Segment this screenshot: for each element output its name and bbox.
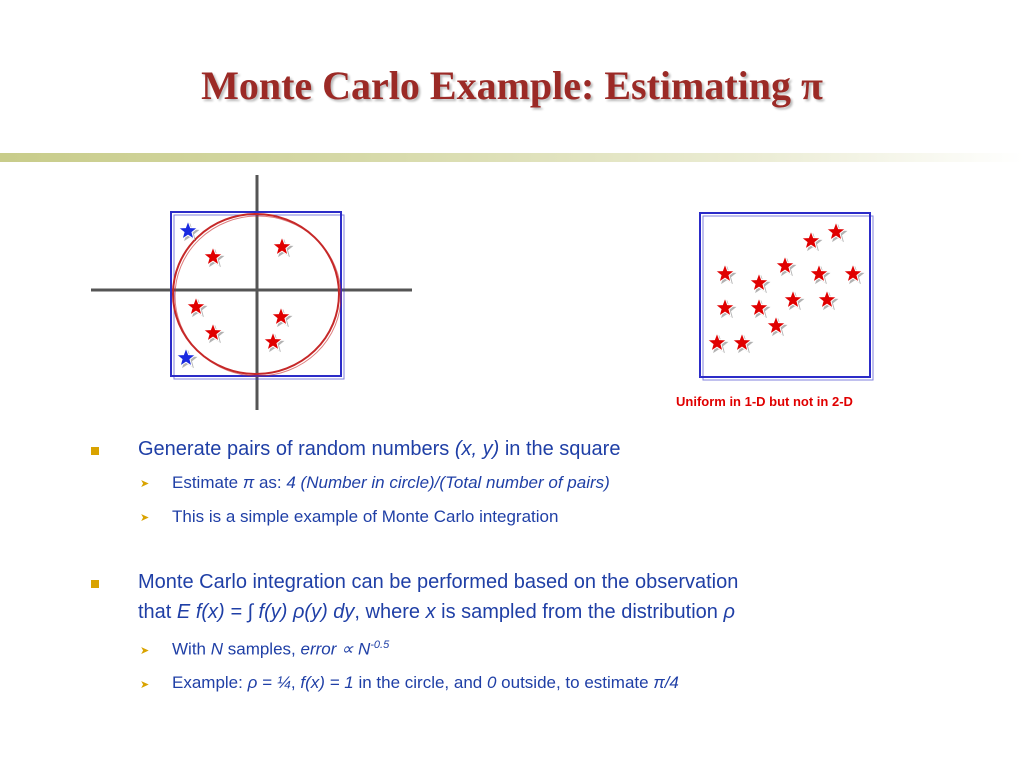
square-outline	[700, 213, 870, 377]
bullet-2-text-line-2: that E f(x) = ∫ f(y) ρ(y) dy, where x is sampled from the distribution ρ	[138, 601, 735, 623]
bullet-1-sub-1: Estimate π as: 4 (Number in circle)/(Total number of pairs)	[172, 473, 610, 492]
circle-in-square-figure	[85, 170, 420, 415]
bullet-2-text-line-1: Monte Carlo integration can be performed based on the observation	[138, 571, 739, 593]
sub-bullet-arrow-icon: ➤	[140, 679, 150, 691]
bullet-2-sub-1: With N samples, error ∝ $N^{-0.5}$	[172, 639, 390, 659]
title-underline-bar	[0, 153, 1024, 162]
nonuniform-sample-figure	[695, 208, 880, 383]
figure-caption: Uniform in 1-D but not in 2-D	[676, 394, 853, 409]
bullet-marker	[91, 580, 99, 588]
sub-bullet-arrow-icon: ➤	[140, 645, 150, 657]
sub-bullet-arrow-icon: ➤	[140, 478, 150, 490]
bullet-marker	[91, 447, 99, 455]
bullet-1-text: Generate pairs of random numbers (x, y) in the square	[138, 438, 621, 460]
bullet-2-sub-2: Example: ρ = ¼, f(x) = 1 in the circle, and 0 outside, to estimate π/4	[172, 673, 679, 692]
sub-bullet-arrow-icon: ➤	[140, 512, 150, 524]
slide-title: Monte Carlo Example: Estimating π	[201, 63, 823, 108]
bullet-1-sub-2: This is a simple example of Monte Carlo integration	[172, 507, 559, 526]
